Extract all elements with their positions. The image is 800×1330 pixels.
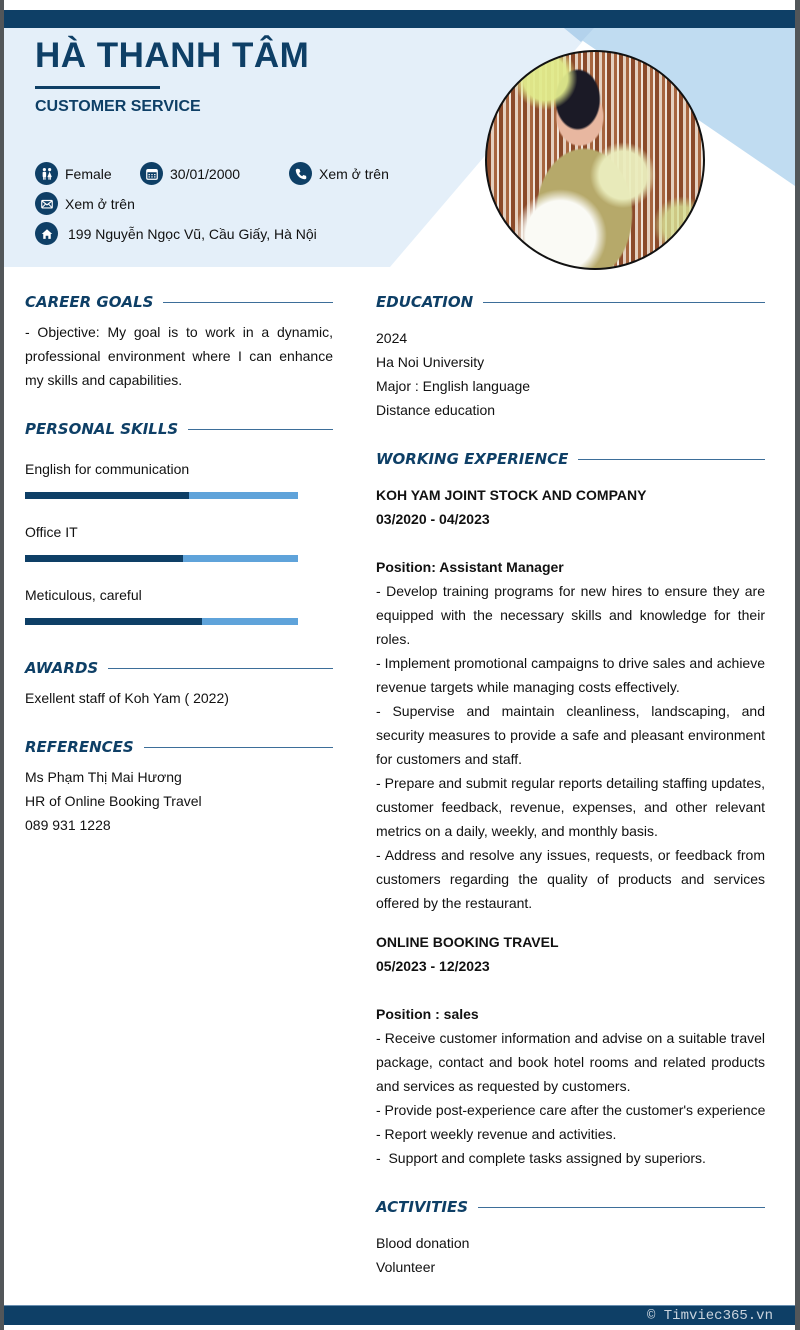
skill-bar-fill <box>25 618 202 625</box>
skill-label: English for communication <box>25 461 190 477</box>
name-underline <box>35 86 160 89</box>
cv-page <box>4 0 795 1330</box>
section-divider <box>163 302 333 303</box>
job-position: Position: Assistant Manager <box>376 559 564 575</box>
education-school: Ha Noi University <box>376 354 485 370</box>
section-divider <box>483 302 765 303</box>
job-duty: - Implement promotional campaigns to drive sales and achieve revenue targets while managing costs effectively. <box>376 655 765 695</box>
section-awards <box>25 659 333 677</box>
career-goals-text: - Objective: My goal is to work in a dynamic, professional environment where I can enhance my skills and capabilities. <box>25 324 333 388</box>
contact-email <box>35 192 135 215</box>
gender-icon <box>35 162 58 185</box>
career-goals-heading: CAREER GOALS <box>25 293 154 311</box>
job-duty: - Address and resolve any issues, requests, or feedback from customers regarding the quality of products and services offered by the restaurant. <box>376 847 765 911</box>
section-divider <box>108 668 333 669</box>
activity-item: Blood donation <box>376 1235 470 1251</box>
job-duty: - Report weekly revenue and activities. <box>376 1126 617 1142</box>
job-period: 05/2023 - 12/2023 <box>376 958 490 974</box>
contact-birthday <box>140 162 240 185</box>
activity-item: Volunteer <box>376 1259 436 1275</box>
job-company: KOH YAM JOINT STOCK AND COMPANY <box>376 487 647 503</box>
section-divider <box>144 747 333 748</box>
personal-skills-heading: PERSONAL SKILLS <box>25 420 179 438</box>
job-duty: - Support and complete tasks assigned by superiors. <box>376 1150 706 1166</box>
footer-bar <box>4 1305 795 1325</box>
gender-value: Female <box>65 165 112 182</box>
contact-address <box>35 222 317 245</box>
top-bar <box>4 10 795 28</box>
email-value: Xem ở trên <box>65 195 135 212</box>
references-heading: REFERENCES <box>25 738 134 756</box>
job-position: Position : sales <box>376 1006 479 1022</box>
skill-bar <box>25 492 298 499</box>
contact-phone <box>289 162 389 185</box>
job-duty: - Develop training programs for new hires to ensure they are equipped with the necessary skills and knowledge for their roles. <box>376 583 765 647</box>
job-duty: - Provide post-experience care after the customer's experience <box>376 1102 766 1118</box>
job-title: CUSTOMER SERVICE <box>35 98 201 115</box>
section-divider <box>478 1207 765 1208</box>
skill-label: Meticulous, careful <box>25 587 142 603</box>
job-duty: - Supervise and maintain cleanliness, landscaping, and security measures to provide a safe and pleasant environment for customers and staff. <box>376 703 765 767</box>
section-divider <box>188 429 333 430</box>
section-activities <box>376 1198 765 1216</box>
skill-bar-fill <box>25 555 183 562</box>
calendar-icon <box>140 162 163 185</box>
address-value: 199 Nguyễn Ngọc Vũ, Cầu Giấy, Hà Nội <box>68 225 317 242</box>
skill-bar <box>25 555 298 562</box>
award-item: Exellent staff of Koh Yam ( 2022) <box>25 690 229 706</box>
candidate-name: HÀ THANH TÂM <box>35 36 310 75</box>
education-major: Major : English language <box>376 378 531 394</box>
contact-gender <box>35 162 112 185</box>
section-personal-skills <box>25 420 333 438</box>
awards-heading: AWARDS <box>25 659 99 677</box>
section-references <box>25 738 333 756</box>
phone-icon <box>289 162 312 185</box>
education-heading: EDUCATION <box>376 293 474 311</box>
footer-watermark: © Timviec365.vn <box>646 1308 773 1324</box>
activities-heading: ACTIVITIES <box>376 1198 469 1216</box>
education-year: 2024 <box>376 330 408 346</box>
reference-phone: 089 931 1228 <box>25 817 111 833</box>
profile-photo <box>485 50 705 270</box>
mail-icon <box>35 192 58 215</box>
job-duty: - Receive customer information and advise on a suitable travel package, contact and book hotel rooms and related products and services as requested by customers. <box>376 1030 765 1094</box>
phone-value: Xem ở trên <box>319 165 389 182</box>
reference-name: Ms Phạm Thị Mai Hương <box>25 769 182 785</box>
section-education <box>376 293 765 311</box>
birthday-value: 30/01/2000 <box>170 165 241 182</box>
education-mode: Distance education <box>376 402 496 418</box>
skill-bar <box>25 618 298 625</box>
section-career-goals <box>25 293 333 311</box>
skill-label: Office IT <box>25 524 78 540</box>
reference-role: HR of Online Booking Travel <box>25 793 202 809</box>
home-icon <box>35 222 58 245</box>
job-period: 03/2020 - 04/2023 <box>376 511 490 527</box>
working-experience-heading: WORKING EXPERIENCE <box>376 450 569 468</box>
section-divider <box>578 459 765 460</box>
section-working-experience <box>376 450 765 468</box>
job-company: ONLINE BOOKING TRAVEL <box>376 934 559 950</box>
job-duty: - Prepare and submit regular reports detailing staffing updates, customer feedback, revenue, expenses, and other relevant metrics on a daily, weekly, and monthly basis. <box>376 775 765 839</box>
skill-bar-fill <box>25 492 189 499</box>
